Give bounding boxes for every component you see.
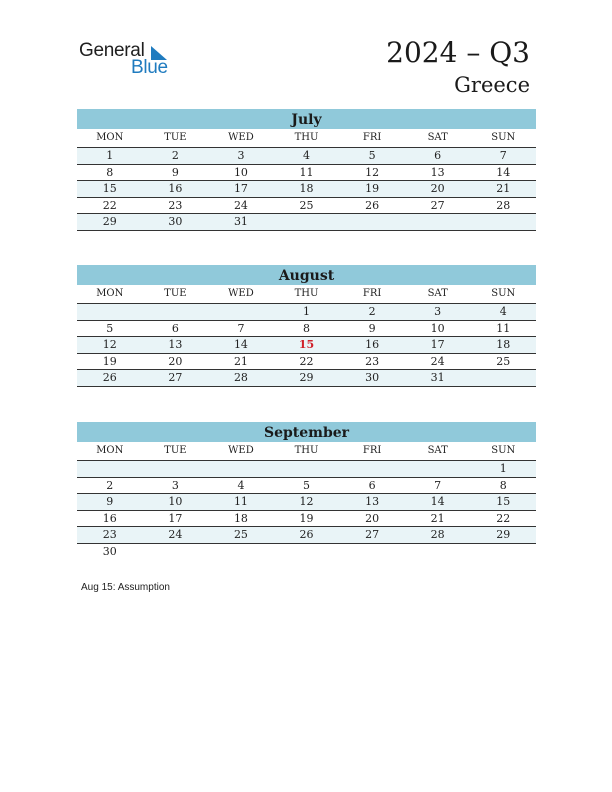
day-cell: 11 — [496, 321, 511, 335]
day-cell: 27 — [365, 528, 380, 541]
weekday-label: SAT — [427, 288, 448, 299]
holiday-day-cell: 15 — [298, 338, 315, 351]
day-cell: 28 — [496, 198, 511, 212]
day-cell: 27 — [430, 198, 445, 212]
weekday-label: MON — [96, 288, 124, 299]
day-cell: 16 — [365, 338, 380, 351]
weekday-label: THU — [294, 288, 319, 299]
day-cell: 22 — [102, 198, 117, 212]
day-cell: 2 — [106, 478, 114, 492]
day-cell: 6 — [171, 321, 179, 335]
weekday-label: THU — [294, 132, 319, 143]
day-cell: 2 — [171, 149, 179, 162]
week-row — [77, 354, 536, 371]
day-cell: 16 — [102, 511, 117, 525]
day-cell: 30 — [168, 215, 183, 228]
day-cell: 22 — [496, 511, 511, 525]
day-cell — [143, 544, 209, 561]
day-cell: 30 — [365, 371, 380, 384]
weekday-label: WED — [228, 132, 254, 143]
day-cell — [274, 214, 340, 230]
day-cell: 1 — [303, 305, 311, 318]
week-row — [77, 181, 536, 198]
day-cell: 13 — [365, 495, 380, 508]
weekday-row — [77, 129, 536, 148]
day-cell: 17 — [233, 182, 248, 195]
weekday-row — [77, 442, 536, 461]
day-cell: 28 — [233, 371, 248, 384]
day-cell: 13 — [430, 165, 445, 179]
day-cell: 27 — [168, 371, 183, 384]
day-cell: 31 — [430, 371, 445, 384]
day-cell: 3 — [171, 478, 179, 492]
day-cell: 29 — [299, 371, 314, 384]
week-row — [77, 544, 536, 561]
day-cell: 5 — [368, 149, 376, 162]
day-cell: 22 — [299, 354, 314, 368]
week-row — [77, 214, 536, 231]
logo-text-blue: Blue — [131, 57, 168, 78]
day-cell: 6 — [434, 149, 442, 162]
day-cell — [208, 461, 274, 477]
day-cell: 23 — [365, 354, 380, 368]
day-cell: 3 — [237, 149, 245, 162]
day-cell: 26 — [102, 371, 117, 384]
day-cell: 10 — [168, 495, 183, 508]
day-cell: 24 — [430, 354, 445, 368]
day-cell: 21 — [496, 182, 511, 195]
day-cell — [405, 214, 471, 230]
week-row — [77, 527, 536, 544]
day-cell: 1 — [499, 462, 507, 475]
day-cell: 28 — [430, 528, 445, 541]
week-row — [77, 511, 536, 528]
day-cell: 11 — [299, 165, 314, 179]
day-cell — [470, 370, 536, 386]
day-cell — [143, 304, 209, 320]
day-cell — [77, 304, 143, 320]
weekday-label: TUE — [164, 132, 187, 143]
weekday-label: FRI — [362, 132, 382, 143]
day-cell: 30 — [102, 544, 117, 558]
week-row — [77, 337, 536, 354]
day-cell — [405, 461, 471, 477]
day-cell — [339, 461, 405, 477]
day-cell — [339, 544, 405, 561]
month-september — [77, 422, 536, 560]
day-cell: 20 — [430, 182, 445, 195]
day-cell: 14 — [233, 338, 248, 351]
day-cell: 18 — [299, 182, 314, 195]
weekday-row — [77, 285, 536, 304]
weekday-label: SAT — [427, 132, 448, 143]
month-header: September — [77, 422, 536, 442]
day-cell: 17 — [168, 511, 183, 525]
day-cell: 7 — [499, 149, 507, 162]
day-cell: 21 — [233, 354, 248, 368]
week-row — [77, 370, 536, 387]
week-row — [77, 478, 536, 495]
weekday-label: FRI — [362, 445, 382, 456]
day-cell — [274, 461, 340, 477]
day-cell: 29 — [102, 215, 117, 228]
day-cell: 3 — [434, 305, 442, 318]
day-cell — [470, 214, 536, 230]
day-cell: 20 — [365, 511, 380, 525]
weekday-label: MON — [96, 445, 124, 456]
day-cell: 9 — [171, 165, 179, 179]
day-cell: 4 — [237, 478, 245, 492]
day-cell: 26 — [299, 528, 314, 541]
day-cell: 1 — [106, 149, 114, 162]
day-cell: 10 — [430, 321, 445, 335]
weekday-label: WED — [228, 445, 254, 456]
page-title: 2024 – Q3 — [386, 36, 530, 69]
week-row — [77, 494, 536, 511]
day-cell: 5 — [303, 478, 311, 492]
day-cell: 20 — [168, 354, 183, 368]
weekday-label: TUE — [164, 445, 187, 456]
weekday-label: WED — [228, 288, 254, 299]
day-cell: 14 — [496, 165, 511, 179]
day-cell: 18 — [496, 338, 511, 351]
week-row — [77, 304, 536, 321]
day-cell — [77, 461, 143, 477]
day-cell: 4 — [499, 305, 507, 318]
day-cell: 8 — [499, 478, 507, 492]
weekday-label: SUN — [491, 445, 516, 456]
day-cell: 21 — [430, 511, 445, 525]
weekday-label: SUN — [491, 132, 516, 143]
day-cell: 19 — [365, 182, 380, 195]
day-cell: 26 — [365, 198, 380, 212]
day-cell: 8 — [303, 321, 311, 335]
week-row — [77, 461, 536, 478]
day-cell: 4 — [303, 149, 311, 162]
day-cell: 23 — [168, 198, 183, 212]
week-row — [77, 321, 536, 338]
day-cell: 29 — [496, 528, 511, 541]
day-cell — [339, 214, 405, 230]
day-cell: 9 — [106, 495, 114, 508]
week-row — [77, 165, 536, 182]
month-july — [77, 109, 536, 231]
logo-text-general: General — [79, 40, 145, 61]
day-cell: 16 — [168, 182, 183, 195]
day-cell: 6 — [368, 478, 376, 492]
day-cell: 7 — [434, 478, 442, 492]
day-cell: 31 — [233, 215, 248, 228]
day-cell: 12 — [365, 165, 380, 179]
day-cell: 19 — [102, 354, 117, 368]
weekday-label: FRI — [362, 288, 382, 299]
day-cell — [208, 304, 274, 320]
day-cell — [274, 544, 340, 561]
month-august — [77, 265, 536, 387]
weekday-label: SUN — [491, 288, 516, 299]
month-header: August — [77, 265, 536, 285]
day-cell: 8 — [106, 165, 114, 179]
day-cell: 25 — [299, 198, 314, 212]
day-cell: 23 — [102, 528, 117, 541]
day-cell: 5 — [106, 321, 114, 335]
day-cell: 7 — [237, 321, 245, 335]
day-cell: 9 — [368, 321, 376, 335]
day-cell: 15 — [102, 182, 117, 195]
day-cell: 12 — [102, 338, 117, 351]
day-cell: 12 — [299, 495, 314, 508]
day-cell: 17 — [430, 338, 445, 351]
day-cell — [470, 544, 536, 561]
day-cell: 18 — [233, 511, 248, 525]
day-cell: 2 — [368, 305, 376, 318]
day-cell: 15 — [496, 495, 511, 508]
day-cell: 10 — [233, 165, 248, 179]
day-cell: 13 — [168, 338, 183, 351]
day-cell: 25 — [233, 528, 248, 541]
month-header: July — [77, 109, 536, 129]
day-cell: 24 — [168, 528, 183, 541]
day-cell — [208, 544, 274, 561]
weekday-label: THU — [294, 445, 319, 456]
day-cell: 14 — [430, 495, 445, 508]
weekday-label: TUE — [164, 288, 187, 299]
day-cell: 19 — [299, 511, 314, 525]
weekday-label: MON — [96, 132, 124, 143]
day-cell: 11 — [233, 495, 248, 508]
generalblue-logo — [79, 40, 179, 80]
week-row — [77, 148, 536, 165]
day-cell — [143, 461, 209, 477]
day-cell: 24 — [233, 198, 248, 212]
week-row — [77, 198, 536, 215]
page-subtitle: Greece — [454, 73, 530, 97]
holiday-note: Aug 15: Assumption — [81, 582, 170, 593]
day-cell — [405, 544, 471, 561]
day-cell: 25 — [496, 354, 511, 368]
weekday-label: SAT — [427, 445, 448, 456]
